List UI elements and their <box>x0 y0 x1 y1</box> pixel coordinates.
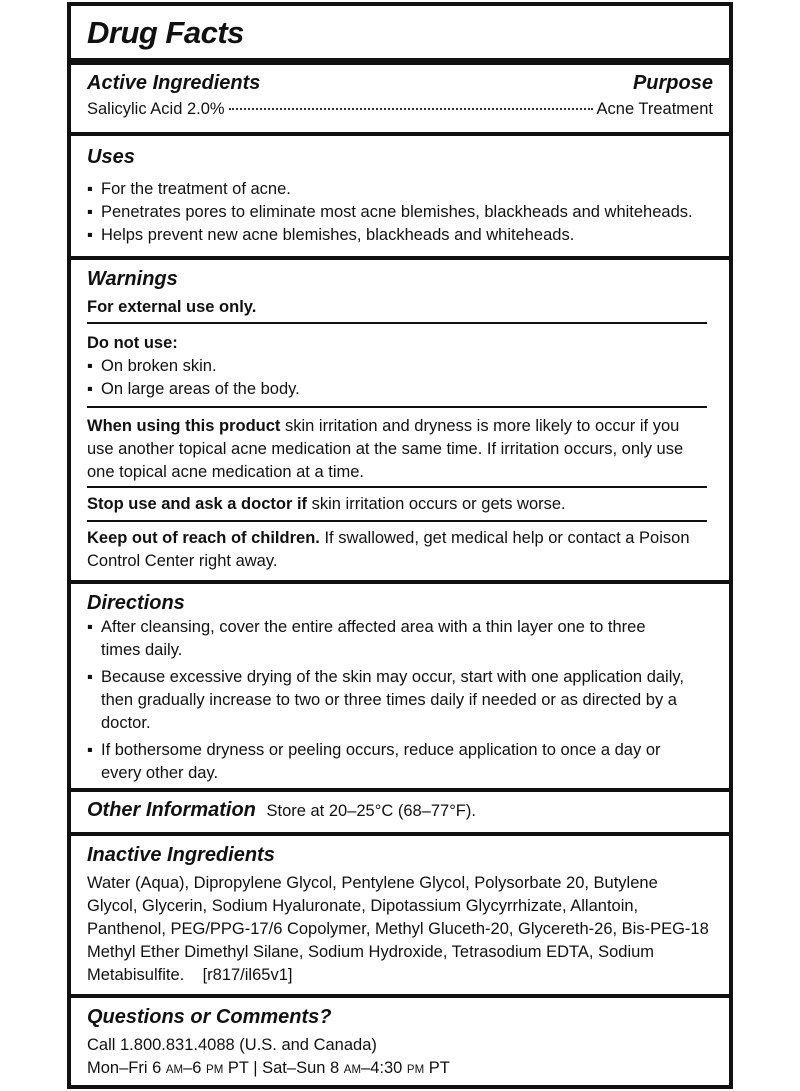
phone-line: Call 1.800.831.4088 (U.S. and Canada) <box>87 1036 377 1054</box>
inactive-ingredients-list: Water (Aqua), Dipropylene Glycol, Pentylene Glycol, Polysorbate 20, Butylene Glycol, Glycerin, Sodium Hyaluronate, Dipotassium Glycyrrhizate, Allantoin, Panthenol, PEG/PPG-17/6 Copolymer, Methyl Gluceth-20, Glycereth-26, Bis-PEG-18 Methyl Ether Dimethyl Silane, Sodium Hydroxide, Tetrasodium EDTA, Sodium Metabisulfite. <box>87 874 709 984</box>
hours-line <box>87 1057 713 1082</box>
directions-heading: Directions <box>87 592 185 614</box>
uses-section <box>71 144 729 247</box>
stop-use-label: Stop use and ask a doctor if <box>87 495 308 513</box>
other-information-section <box>71 797 729 823</box>
active-ingredients-heading: Active Ingredients <box>87 72 261 94</box>
hours-text: PT <box>424 1059 450 1077</box>
do-not-use-label: Do not use: <box>87 334 178 352</box>
inactive-ingredients-text <box>87 872 711 987</box>
do-not-use-list <box>87 355 713 401</box>
purpose-value: Acne Treatment <box>596 100 713 118</box>
keep-out-text: If swallowed, get medical help or contact a Poison Control Center right away. <box>87 529 690 570</box>
questions-heading: Questions or Comments? <box>87 1006 332 1028</box>
list-item: ▪ Helps prevent new acne blemishes, blackheads and whiteheads. <box>87 224 713 247</box>
storage-text: Store at 20–25°C (68–77°F). <box>266 802 476 820</box>
active-ingredient: Salicylic Acid 2.0% <box>87 100 225 118</box>
questions-section <box>71 1004 729 1082</box>
section-rule <box>71 580 729 584</box>
section-rule <box>71 994 729 998</box>
drug-facts-title <box>71 14 729 52</box>
list-item: ▪ On large areas of the body. <box>87 378 713 401</box>
section-rule <box>71 788 729 792</box>
warnings-heading: Warnings <box>87 268 178 290</box>
stop-use-block <box>71 493 729 516</box>
section-rule <box>71 256 729 260</box>
subsection-rule <box>87 486 707 488</box>
label-code: [r817/il65v1] <box>202 966 293 984</box>
subsection-rule <box>87 406 707 408</box>
keep-out-label: Keep out of reach of children. <box>87 529 320 547</box>
am-label: AM <box>343 1064 362 1076</box>
uses-heading: Uses <box>87 146 135 168</box>
list-item: ▪ On broken skin. <box>87 355 713 378</box>
drug-facts-panel <box>67 2 733 1089</box>
list-item: ▪ Penetrates pores to eliminate most acne blemishes, blackheads and whiteheads. <box>87 201 713 224</box>
do-not-use-block <box>71 332 729 401</box>
am-label: AM <box>165 1064 184 1076</box>
external-use-text: For external use only. <box>87 298 257 316</box>
inactive-ingredients-heading: Inactive Ingredients <box>87 844 275 866</box>
purpose-heading: Purpose <box>632 72 713 94</box>
when-using-block <box>71 415 729 484</box>
keep-out-block <box>71 527 729 573</box>
hours-text: Mon–Fri 6 <box>87 1059 166 1077</box>
inactive-ingredients-section <box>71 842 729 987</box>
uses-list <box>87 178 713 247</box>
list-item: ▪ Because excessive drying of the skin may occur, start with one application daily, then gradually increase to two or three times daily if needed or as directed by a doctor. <box>87 666 689 735</box>
dot-leader <box>229 108 593 110</box>
when-using-text: skin irritation and dryness is more likely to occur if you use another topical acne medication at the same time. If irritation occurs, only use one topical acne medication at a time. <box>87 417 684 481</box>
subsection-rule <box>87 520 707 522</box>
subsection-rule <box>87 322 707 324</box>
hours-text: –6 <box>183 1059 207 1077</box>
list-item: ▪ After cleansing, cover the entire affected area with a thin layer one to three times daily. <box>87 616 689 662</box>
section-rule <box>71 132 729 136</box>
list-item: ▪ If bothersome dryness or peeling occurs, reduce application to once a day or every other day. <box>87 739 689 785</box>
page-title: Drug Facts <box>87 15 244 50</box>
pm-label: PM <box>406 1064 425 1076</box>
hours-text: PT | Sat–Sun 8 <box>223 1059 344 1077</box>
other-information-heading: Other Information <box>87 799 256 821</box>
active-ingredients-section <box>71 70 729 121</box>
pm-label: PM <box>206 1064 224 1076</box>
stop-use-text: skin irritation occurs or gets worse. <box>307 495 566 513</box>
list-item: ▪ For the treatment of acne. <box>87 178 713 201</box>
hours-text: –4:30 <box>361 1059 407 1077</box>
section-rule <box>71 832 729 836</box>
section-rule <box>71 58 729 65</box>
when-using-label: When using this product <box>87 417 281 435</box>
directions-section <box>71 590 729 789</box>
directions-list <box>87 616 689 785</box>
warnings-section <box>71 266 729 319</box>
